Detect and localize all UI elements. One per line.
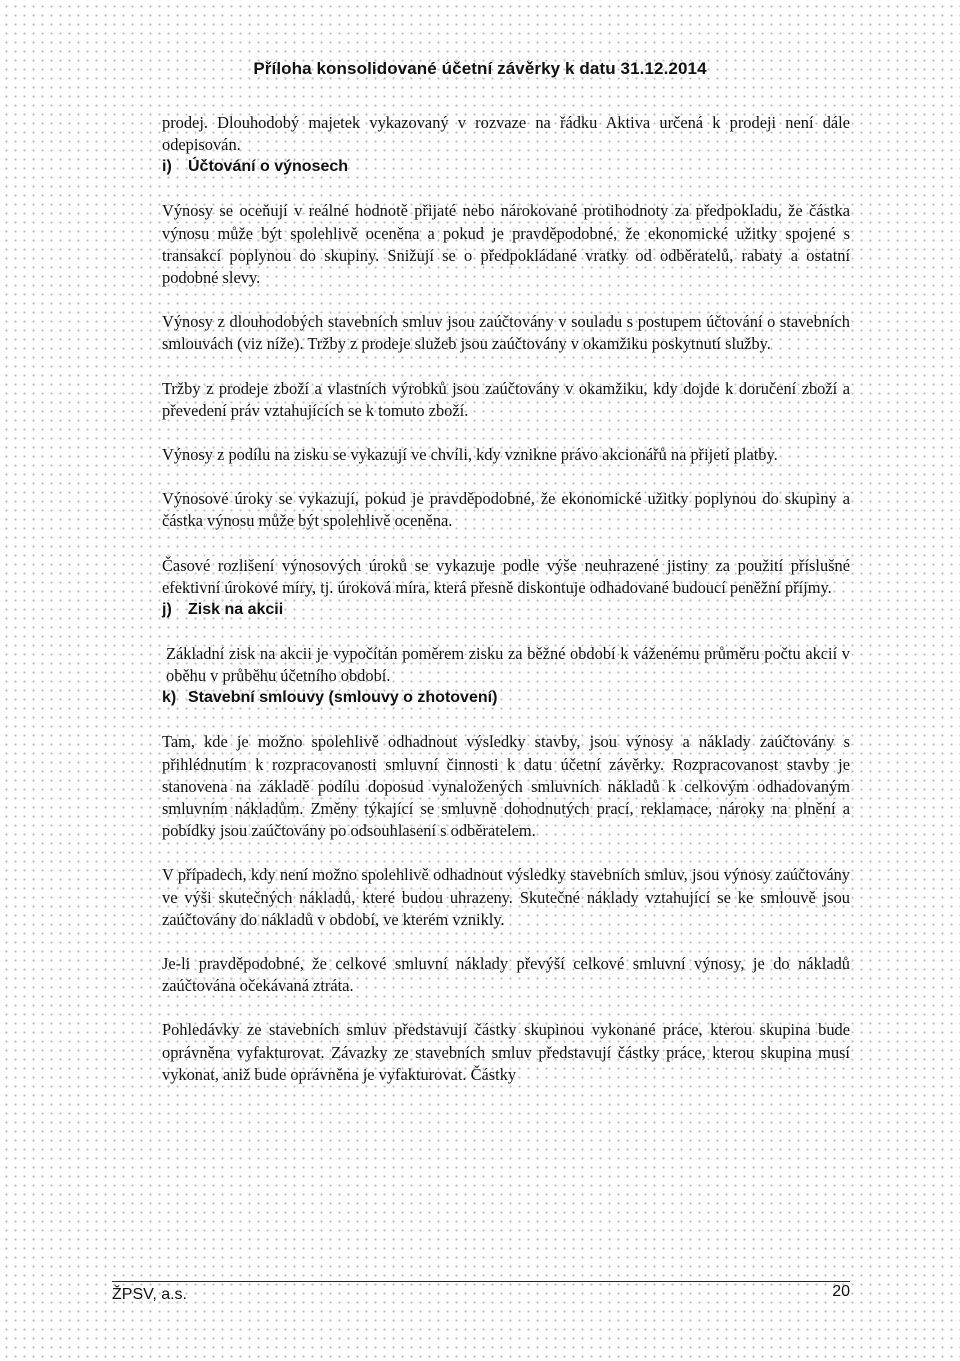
paragraph: Výnosové úroky se vykazují, pokud je pravděpodobné, že ekonomické užitky poplynou do skupiny a částka výnosu může být spolehlivě oceněna.: [162, 489, 850, 531]
section-title: Účtování o výnosech: [188, 158, 349, 176]
section-letter: j): [162, 601, 172, 619]
section-letter: k): [162, 689, 177, 707]
paragraph-intro: prodej. Dlouhodobý majetek vykazovaný v rozvaze na řádku Aktiva určená k prodeji není dále odepisován.: [162, 113, 850, 155]
paragraph: Výnosy z podílu na zisku se vykazují ve chvíli, kdy vznikne právo akcionářů na přijetí platby.: [162, 445, 778, 465]
paragraph: Časové rozlišení výnosových úroků se vykazuje podle výše neuhrazené jistiny za použití příslušné efektivní úrokové míry, tj. úroková míra, která přesně diskontuje odhadované budoucí peněžní příjmy.: [162, 555, 850, 597]
paragraph: Tržby z prodeje zboží a vlastních výrobků jsou zaúčtovány v okamžiku, kdy dojde k doručení zboží a převedení práv vztahujících se k tomuto zboží.: [162, 378, 850, 420]
section-title: Stavební smlouvy (smlouvy o zhotovení): [188, 689, 498, 707]
footer-company: ŽPSV, a.s.: [112, 1286, 187, 1303]
section-heading-revenue: [162, 156, 850, 178]
paragraph: Výnosy se oceňují v reálné hodnotě přijaté nebo nárokované protihodnoty za předpokladu, že částka výnosu může být spolehlivě oceněna a pokud je pravděpodobné, že ekonomické užitky spojené s transakcí poplynou do skupiny. Snižují se o předpokládané vratky od odběratelů, rabaty a ostatní podobné slevy.: [162, 201, 850, 288]
document-body: [162, 112, 850, 1086]
footer-divider: [112, 1281, 850, 1282]
section-letter: i): [162, 158, 172, 176]
page-number: 20: [832, 1283, 850, 1300]
paragraph: Výnosy z dlouhodobých stavebních smluv jsou zaúčtovány v souladu s postupem účtování o stavebních smlouvách (viz níže). Tržby z prodeje služeb jsou zaúčtovány v okamžiku poskytnutí služby.: [162, 312, 850, 354]
paragraph: Je-li pravděpodobné, že celkové smluvní náklady převýší celkové smluvní výnosy, je do nákladů zaúčtována očekávaná ztráta.: [162, 954, 850, 996]
paragraph: Základní zisk na akcii je vypočítán poměrem zisku za běžné období k váženému průměru počtu akcií v oběhu v průběhu účetního období.: [166, 644, 850, 686]
paragraph: V případech, kdy není možno spolehlivě odhadnout výsledky stavebních smluv, jsou výnosy zaúčtovány ve výši skutečných nákladů, které budou uhrazeny. Skutečné náklady vztahující se ke smlouvě jsou zaúčtovány do nákladů v období, ve kterém vznikly.: [162, 865, 850, 929]
section-title: Zisk na akcii: [188, 601, 284, 619]
page-header: Příloha konsolidované účetní závěrky k datu 31.12.2014: [253, 59, 707, 78]
paragraph: Pohledávky ze stavebních smluv představují částky skupinou vykonané práce, kterou skupina bude oprávněna vyfakturovat. Závazky ze stavebních smluv představují částky práce, kterou skupina musí vykonat, aniž bude oprávněna je vyfakturovat. Částky: [162, 1020, 850, 1084]
section-heading-construction: [162, 687, 850, 709]
paragraph: Tam, kde je možno spolehlivě odhadnout výsledky stavby, jsou výnosy a náklady zaúčtovány s přihlédnutím k rozpracovanosti smluvní činnosti k datu účetní závěrky. Rozpracovanost stavby je stanovena na základě podílu doposud vynaložených smluvních nákladů k celkovým odhadovaným smluvním nákladům. Změny týkající se smluvně dohodnutých prací, reklamace, nároky na plnění a pobídky jsou zaúčtovány po odsouhlasení s odběratelem.: [162, 732, 850, 841]
section-heading-eps: [162, 599, 850, 621]
